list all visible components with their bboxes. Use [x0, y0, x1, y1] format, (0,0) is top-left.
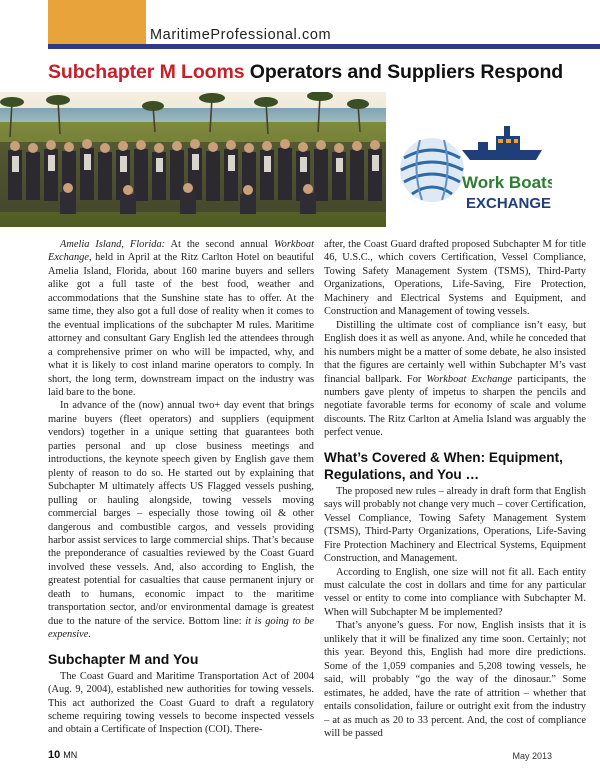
paragraph: According to English, one size will not fit all. Each entity must calculate the cost in dollars and time for any particular vessel or entity to come into compliance with Subchapter M. When will Subchapter M be implemented?	[324, 566, 586, 618]
work-boats-exchange-logo	[392, 118, 552, 228]
text-run: In advance of the (now) annual two+ day event that brings marine buyers (fleet operators) and suppliers (equipment vendors) together in a unique setting that guarantees both parties personal and up close business meetings and introductions, the keynote speech given by English gave them plenty of reason to do so. He started out by explaining that Subchapter M ultimately affects US Flagged vessels pushing, pulling or hauling alongside, towing vessels moving commercial barges – especially those towing oil & other dangerous and combustible cargos, and vessels providing harbor assist services to large commercial ships. That’s because the preponderance of casualties reviewed by the Coast Guard involved these vessels. And, also according to English, the greatest potential for casualties that cause permanent injury or death to humans, economic impact to the maritime transportation sector, and/or environmental damage is greatest due to the nature of the service. Bottom line:	[48, 400, 314, 627]
dateline: Amelia Island, Florida:	[60, 239, 166, 250]
section-label: MN	[63, 750, 78, 760]
headline-rest: Operators and Suppliers Respond	[249, 61, 564, 83]
text-run: Distilling the ultimate cost of compliance isn’t easy, but English does it as well as anyone. And, while he conceded that his numbers might be a matter of some debate, he also insisted that the figures are certainly well within Subchapter M’s vast financial ballpark. For	[324, 319, 586, 385]
paragraph	[48, 238, 314, 399]
header-rule	[48, 44, 600, 49]
logo-line1: Work Boats	[462, 173, 552, 192]
article-right-column	[324, 238, 586, 740]
page-number	[48, 749, 77, 761]
paragraph	[324, 319, 586, 440]
paragraph: That’s anyone’s guess. For now, English insists that it is unlikely that it will be finalized any time soon. Certainly; not this year. Beyond this, English had more dire predictions. Some of the 1,059 companies and 5,208 towing vessels, he said, will probably “go the way of the dinosaur.” Some estimates, he added, have the rate of attrition – whether that entails consolidation, failure or outright exit from the industry – at as much as 20 to 33 percent. And, the cost of compliance will be passed	[324, 620, 586, 739]
emphasis: it is going to be expensive.	[48, 615, 314, 641]
text-run: participants, the numbers gave plenty of impetus to sharpen the pencils and negotiate favorable terms for economy of scale and volume discounts. The Ritz Carlton at Amelia Island was arguably the perfect venue.	[324, 373, 586, 439]
headline-accent: Subchapter M Looms	[48, 61, 245, 83]
text-run: , held in April at the Ritz Carlton Hotel on beautiful Amelia Island, Florida, about 160 marine buyers and sellers alike got a full taste of the best food, weather and accommodations that the Sunshine state has to offer. At the same time, they also got a full dose of reality when it comes to the eventual implications of the subchapter M rules. Maritime attorney and consultant Gary English led the attendees through a comprehensive primer on who will be impacted, why, and what it is likely to cost inland marine operators to comply. In short, the long term, downstream impact on the industry was laid bare to the bone.	[48, 252, 314, 398]
publication-name: Workboat Exchange	[426, 373, 513, 385]
paragraph: The proposed new rules – already in draft form that English says will probably not change very much – cover Certification, Vessel Compliance, Towing Safety Management System (TSMS), Third-Party Organizations, Operations, Life-Saving Fire Protection Machinery and Electrical Systems, Equipment Construction, and Management.	[324, 485, 586, 565]
logo-line2: EXCHANGE	[466, 195, 552, 212]
text-run: At the second annual	[165, 239, 274, 250]
issue-date: May 2013	[512, 751, 552, 761]
article-headline	[48, 61, 588, 84]
paragraph: The Coast Guard and Maritime Transportation Act of 2004 (Aug. 9, 2004), established new authorities for towing vessels. This act authorized the Coast Guard to draft a regulatory scheme requiring towing vessels to become inspected vessels and obtain a Certificate of Inspection (COI). There-	[48, 670, 314, 736]
group-photo-icon	[0, 92, 386, 227]
subhead-subchapter-m-and-you: Subchapter M and You	[48, 650, 199, 667]
subhead-whats-covered: What’s Covered & When: Equipment, Regulations, and You …	[324, 449, 563, 482]
article-left-column	[48, 238, 314, 737]
paragraph: after, the Coast Guard drafted proposed Subchapter M for title 46, U.S.C., which covers Certification, Vessel Compliance, Towing Safety Management System (TSMS), Third-Party Organizations, Operations, Life-Saving, Fire Protection, Machinery and Electrical Systems and Equipment, and Construction and Management of towing vessels.	[324, 239, 586, 318]
header-accent-block	[48, 0, 146, 44]
page-number-value: 10	[48, 749, 61, 761]
site-name[interactable]: MaritimeProfessional.com	[150, 27, 332, 43]
publication-name: Workboat Exchange	[48, 239, 314, 264]
paragraph	[48, 399, 314, 641]
